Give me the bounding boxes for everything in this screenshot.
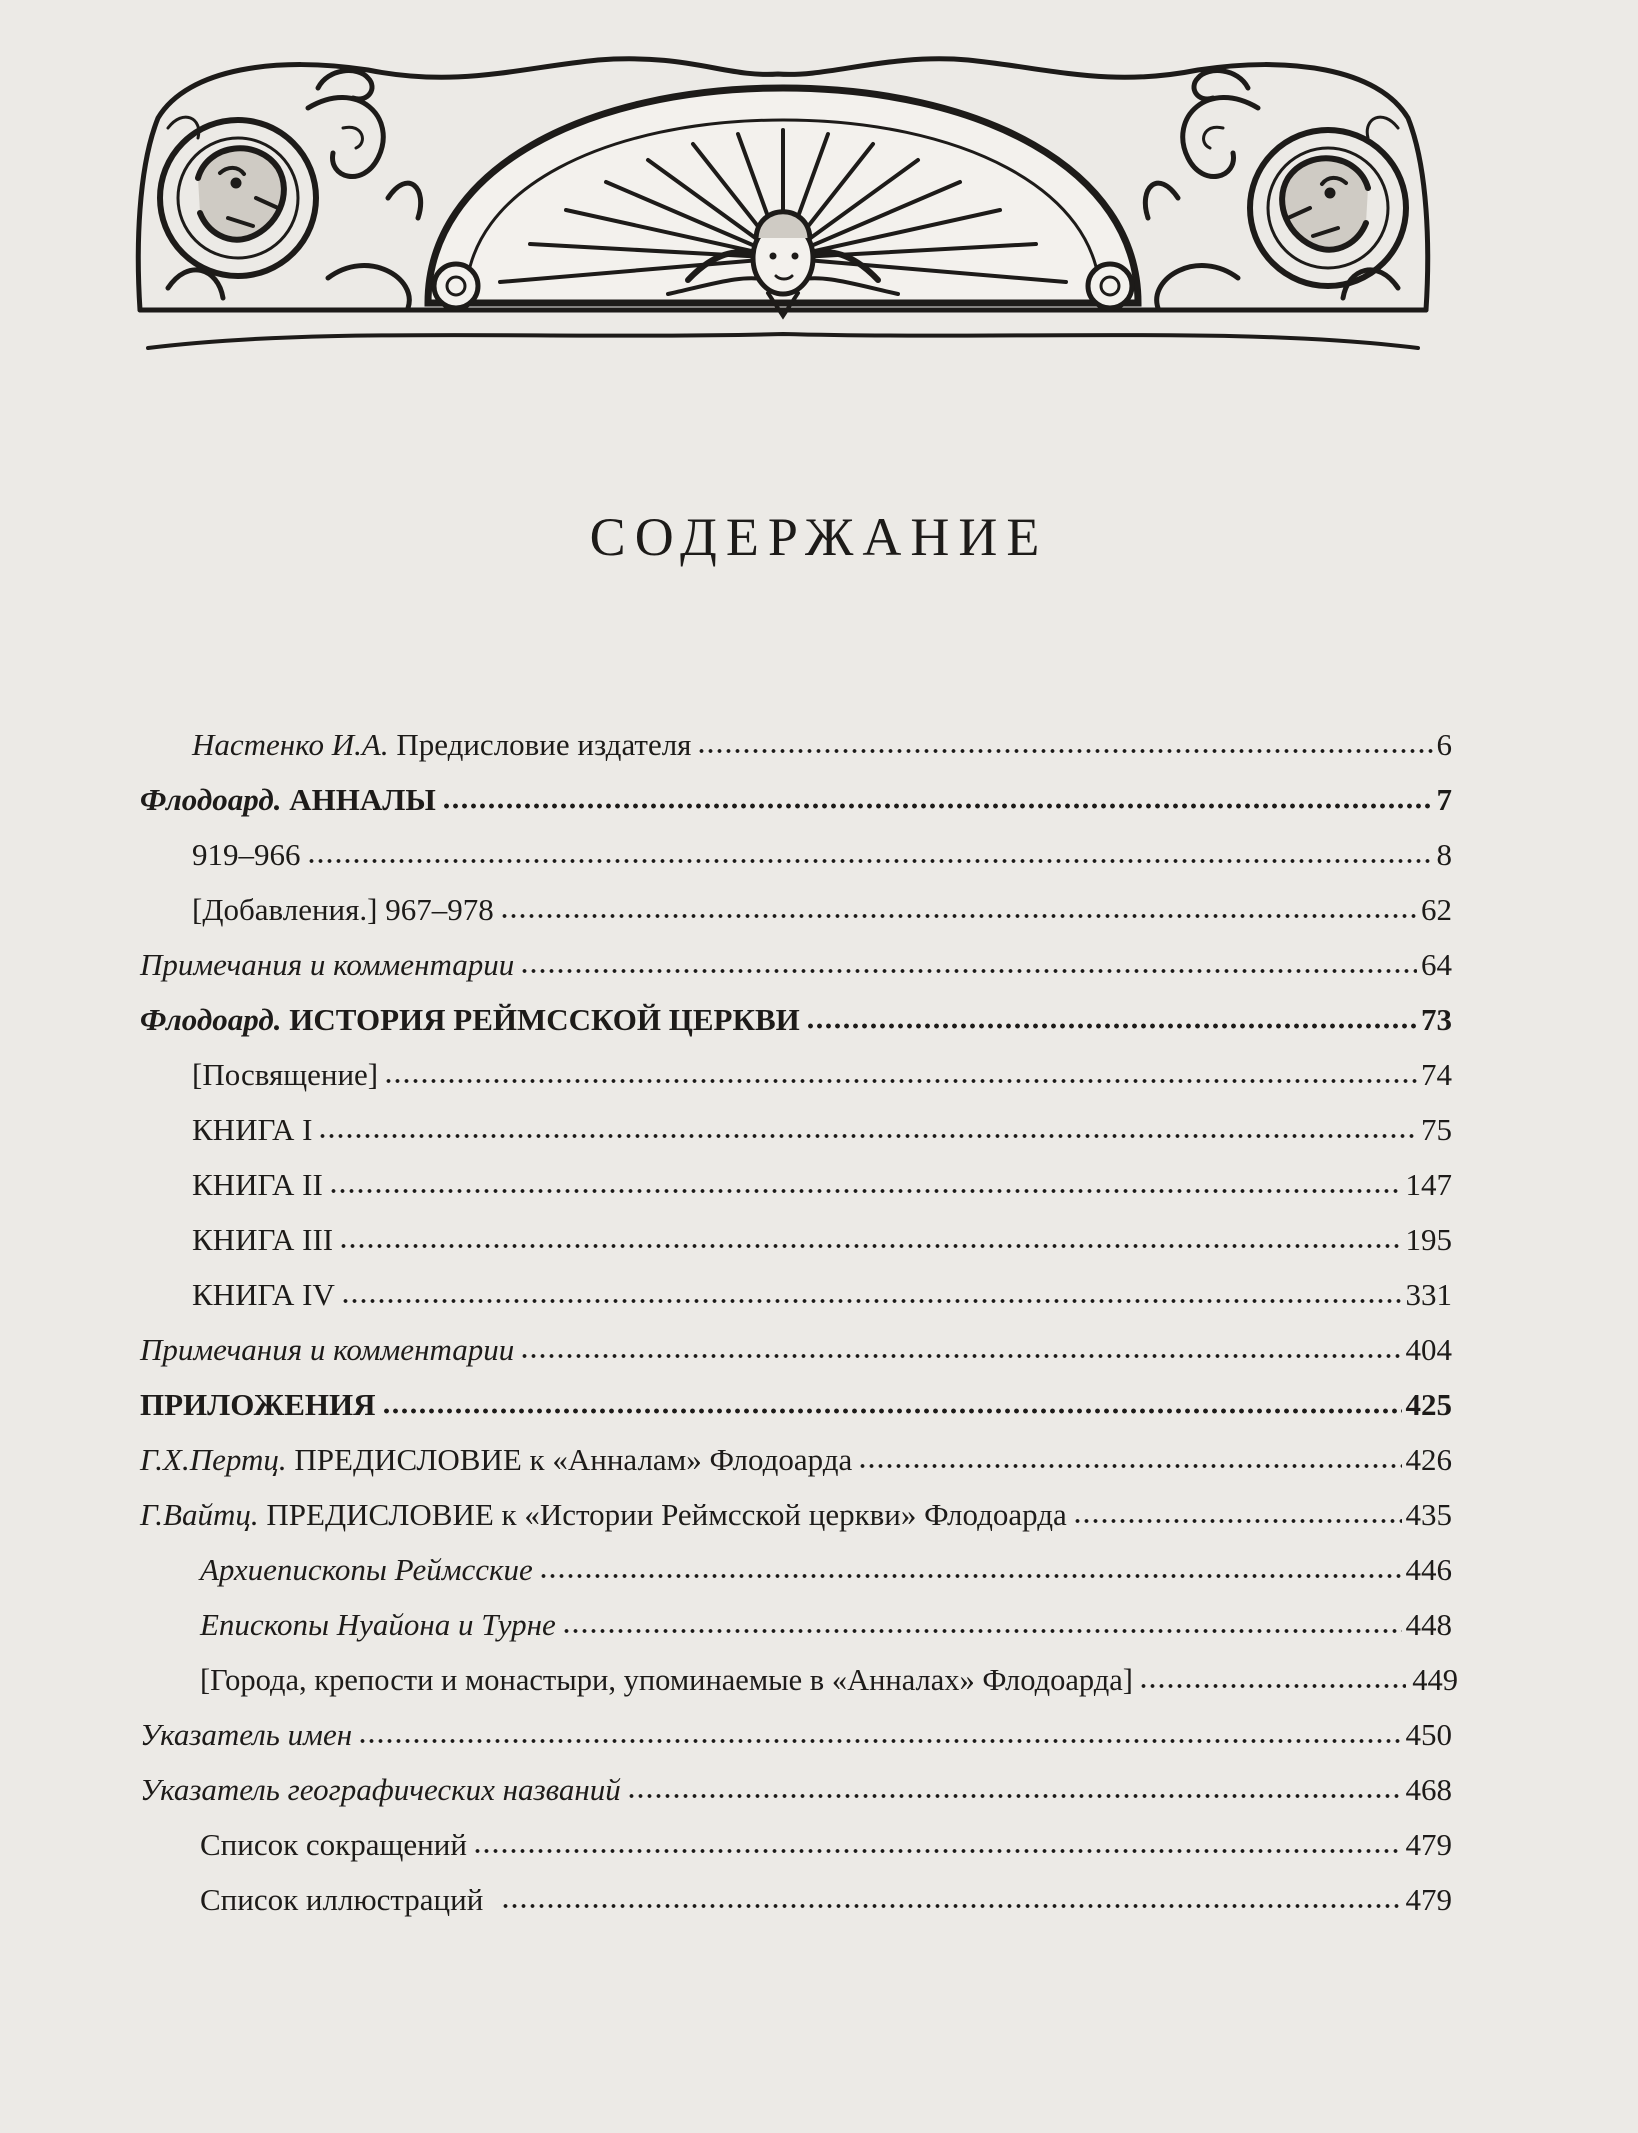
toc-page-number: 479	[1405, 1882, 1452, 1917]
toc-page-number: 195	[1405, 1222, 1452, 1257]
toc-entry-name-index	[140, 1715, 1452, 1755]
toc-entry-title: Примечания и комментарии	[140, 947, 515, 982]
toc-page-number: 6	[1436, 727, 1452, 762]
toc-entry-author: Г.Х.Пертц.	[140, 1442, 287, 1477]
toc-entry-publisher-preface	[192, 725, 1452, 765]
toc-page-number: 479	[1405, 1827, 1452, 1862]
toc-entry-pertz-preface	[140, 1440, 1452, 1480]
toc-page-number: 449	[1412, 1663, 1458, 1697]
dot-leader	[520, 967, 1417, 975]
toc-entry-title: Указатель имен	[140, 1717, 353, 1752]
dot-leader	[806, 1022, 1417, 1030]
toc-entry-author: Настенко И.А.	[192, 727, 389, 762]
toc-page-number: 62	[1421, 892, 1452, 927]
dot-leader	[358, 1737, 1401, 1745]
dot-leader	[318, 1132, 1417, 1140]
toc-page-number: 450	[1405, 1717, 1452, 1752]
toc-entry-title: КНИГА IV	[192, 1277, 335, 1312]
toc-entry-title: Список сокращений	[200, 1827, 467, 1862]
toc-entry-abbreviations	[200, 1825, 1452, 1865]
dot-leader	[562, 1627, 1402, 1635]
toc-entry-archbishops	[200, 1550, 1452, 1590]
toc-page-number: 74	[1421, 1057, 1452, 1092]
toc-entry-author: Флодоард.	[140, 782, 282, 817]
dot-leader	[858, 1462, 1401, 1470]
toc-page-number: 426	[1405, 1442, 1452, 1477]
toc-entry-title: Архиепископы Реймсские	[200, 1552, 533, 1587]
toc-entry-cities	[200, 1660, 1458, 1700]
toc-page-number: 7	[1436, 782, 1452, 817]
dot-leader	[339, 1242, 1401, 1250]
toc-page-number: 425	[1405, 1387, 1452, 1422]
toc-page-number: 435	[1405, 1497, 1452, 1532]
dot-leader	[520, 1352, 1401, 1360]
toc-entry-title: Предисловие издателя	[388, 727, 692, 762]
dot-leader	[442, 802, 1433, 810]
dot-leader	[539, 1572, 1402, 1580]
toc-entry-book-4	[192, 1275, 1452, 1315]
toc-page-number: 64	[1421, 947, 1452, 982]
dot-leader	[341, 1297, 1402, 1305]
dot-leader	[501, 1902, 1401, 1910]
toc-entry-title: 919–966	[192, 837, 301, 872]
toc-page-number: 73	[1421, 1002, 1452, 1037]
toc-entry-919-966	[192, 835, 1452, 875]
toc-page-number: 448	[1405, 1607, 1452, 1642]
dot-leader	[500, 912, 1417, 920]
toc-entry-history-reims	[140, 1000, 1452, 1040]
dot-leader	[329, 1187, 1402, 1195]
dot-leader	[1139, 1682, 1406, 1690]
toc-page-number: 331	[1405, 1277, 1452, 1312]
toc-entry-illustrations	[200, 1880, 1452, 1920]
dot-leader	[627, 1792, 1402, 1800]
toc-entry-geo-index	[140, 1770, 1452, 1810]
toc-page-number: 404	[1405, 1332, 1452, 1367]
dot-leader	[697, 747, 1432, 755]
toc-entry-title: АННАЛЫ	[281, 782, 436, 817]
toc-entry-dedication	[192, 1055, 1452, 1095]
dot-leader	[384, 1077, 1417, 1085]
toc-entry-history-notes	[140, 1330, 1452, 1370]
toc-entry-title: [Города, крепости и монастыри, упоминаемые в «Анналах» Флодоарда]	[200, 1663, 1133, 1697]
toc-entry-book-3	[192, 1220, 1452, 1260]
toc-page-number: 468	[1405, 1772, 1452, 1807]
toc-page-number: 147	[1405, 1167, 1452, 1202]
toc-entry-waitz-preface	[140, 1495, 1452, 1535]
toc-entry-title: Список иллюстраций	[200, 1882, 484, 1917]
toc-entry-additions	[192, 890, 1452, 930]
toc-entry-author: Флодоард.	[140, 1002, 282, 1037]
toc-entry-title: Епископы Нуайона и Турне	[200, 1607, 556, 1642]
toc-entry-title: КНИГА III	[192, 1222, 334, 1257]
dot-leader	[473, 1847, 1402, 1855]
toc-page-number: 446	[1405, 1552, 1452, 1587]
toc-page-number: 8	[1436, 837, 1452, 872]
toc-entry-bishops	[200, 1605, 1452, 1645]
page-title: СОДЕРЖАНИЕ	[589, 507, 1049, 567]
toc-entry-title: ПРЕДИСЛОВИЕ к «Истории Реймсской церкви» Флодоарда	[258, 1497, 1067, 1532]
toc-entry-author: Г.Вайтц.	[140, 1497, 259, 1532]
toc-page-number: 75	[1421, 1112, 1452, 1147]
toc-entry-title: Примечания и комментарии	[140, 1332, 515, 1367]
toc-entry-title: ПРЕДИСЛОВИЕ к «Анналам» Флодоарда	[286, 1442, 853, 1477]
toc-entry-annals	[140, 780, 1452, 820]
toc-entry-annals-notes	[140, 945, 1452, 985]
toc-entry-title: Указатель географических названий	[140, 1772, 621, 1807]
toc-entry-title: КНИГА I	[192, 1112, 313, 1147]
dot-leader	[382, 1407, 1402, 1415]
toc-entry-appendices	[140, 1385, 1452, 1425]
toc-entry-title: ИСТОРИЯ РЕЙМССКОЙ ЦЕРКВИ	[281, 1002, 800, 1037]
toc-entry-title: [Добавления.] 967–978	[192, 892, 494, 927]
toc-entry-book-1	[192, 1110, 1452, 1150]
toc-entry-title: КНИГА II	[192, 1167, 323, 1202]
toc-entry-title: ПРИЛОЖЕНИЯ	[140, 1387, 376, 1422]
dot-leader	[1073, 1517, 1402, 1525]
dot-leader	[307, 857, 1433, 865]
toc-entry-book-2	[192, 1165, 1452, 1205]
toc-entry-title: [Посвящение]	[192, 1057, 379, 1092]
